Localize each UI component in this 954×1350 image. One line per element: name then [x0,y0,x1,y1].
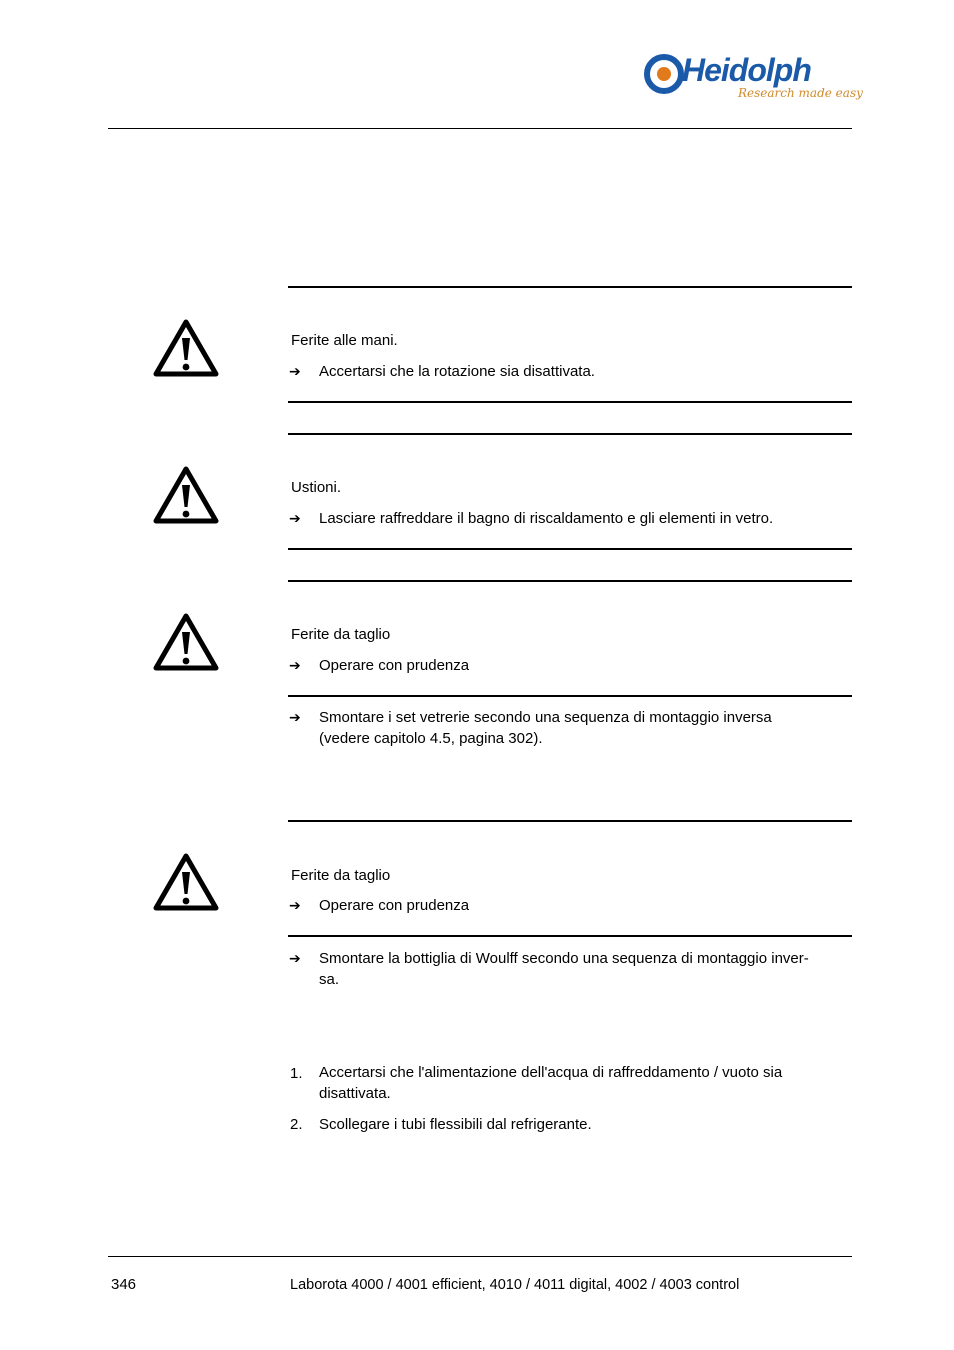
glassware-instruction-line-2: (vedere capitolo 4.5, pagina 302). [319,730,543,747]
arrow-icon: ➔ [289,510,301,526]
step-1-number: 1. [290,1065,303,1082]
arrow-icon: ➔ [289,363,301,379]
warning-triangle-icon [152,612,220,672]
arrow-icon: ➔ [289,657,301,673]
logo-circle-icon [644,54,684,94]
glassware-instruction-line-1: Smontare i set vetrerie secondo una sequenza di montaggio inversa [319,709,772,726]
logo-tagline: Research made easy [738,86,863,100]
header-rule [108,128,852,129]
warning-3-bottom-rule [288,695,852,697]
woulff-instruction-line-1: Smontare la bottiglia di Woulff secondo una sequenza di montaggio inver- [319,950,809,967]
warning-1-top-rule [288,286,852,288]
arrow-icon: ➔ [289,897,301,913]
warning-4-hazard: Ferite da taglio [291,867,391,884]
warning-3-hazard: Ferite da taglio [291,626,391,643]
warning-2-top-rule [288,433,852,435]
warning-2-bottom-rule [288,548,852,550]
warning-4-action: Operare con prudenza [319,897,470,914]
footer-model-text: Laborota 4000 / 4001 efficient, 4010 / 4011 digital, 4002 / 4003 control [290,1277,740,1293]
warning-2-action: Lasciare raffreddare il bagno di riscaldamento e gli elementi in vetro. [319,510,774,527]
warning-1-action: Accertarsi che la rotazione sia disattivata. [319,363,595,380]
step-1-line-1: Accertarsi che l'alimentazione dell'acqua di raffreddamento / vuoto sia [319,1064,783,1081]
woulff-instruction-line-2: sa. [319,971,340,988]
arrow-icon: ➔ [289,709,301,725]
warning-1-hazard: Ferite alle mani. [291,332,398,349]
warning-triangle-icon [152,852,220,912]
warning-4-bottom-rule [288,935,852,937]
warning-2-hazard: Ustioni. [291,479,342,496]
heidolph-logo [644,50,863,114]
warning-3-action: Operare con prudenza [319,657,470,674]
step-2-line-1: Scollegare i tubi flessibili dal refrigerante. [319,1116,592,1133]
warning-triangle-icon [152,318,220,378]
logo-wordmark: Heidolph [682,52,811,88]
warning-4-top-rule [288,820,852,822]
arrow-icon: ➔ [289,950,301,966]
page-number: 346 [111,1276,137,1293]
footer-rule [108,1256,852,1257]
step-1-line-2: disattivata. [319,1085,391,1102]
warning-1-bottom-rule [288,401,852,403]
step-2-number: 2. [290,1116,303,1133]
warning-3-top-rule [288,580,852,582]
warning-triangle-icon [152,465,220,525]
